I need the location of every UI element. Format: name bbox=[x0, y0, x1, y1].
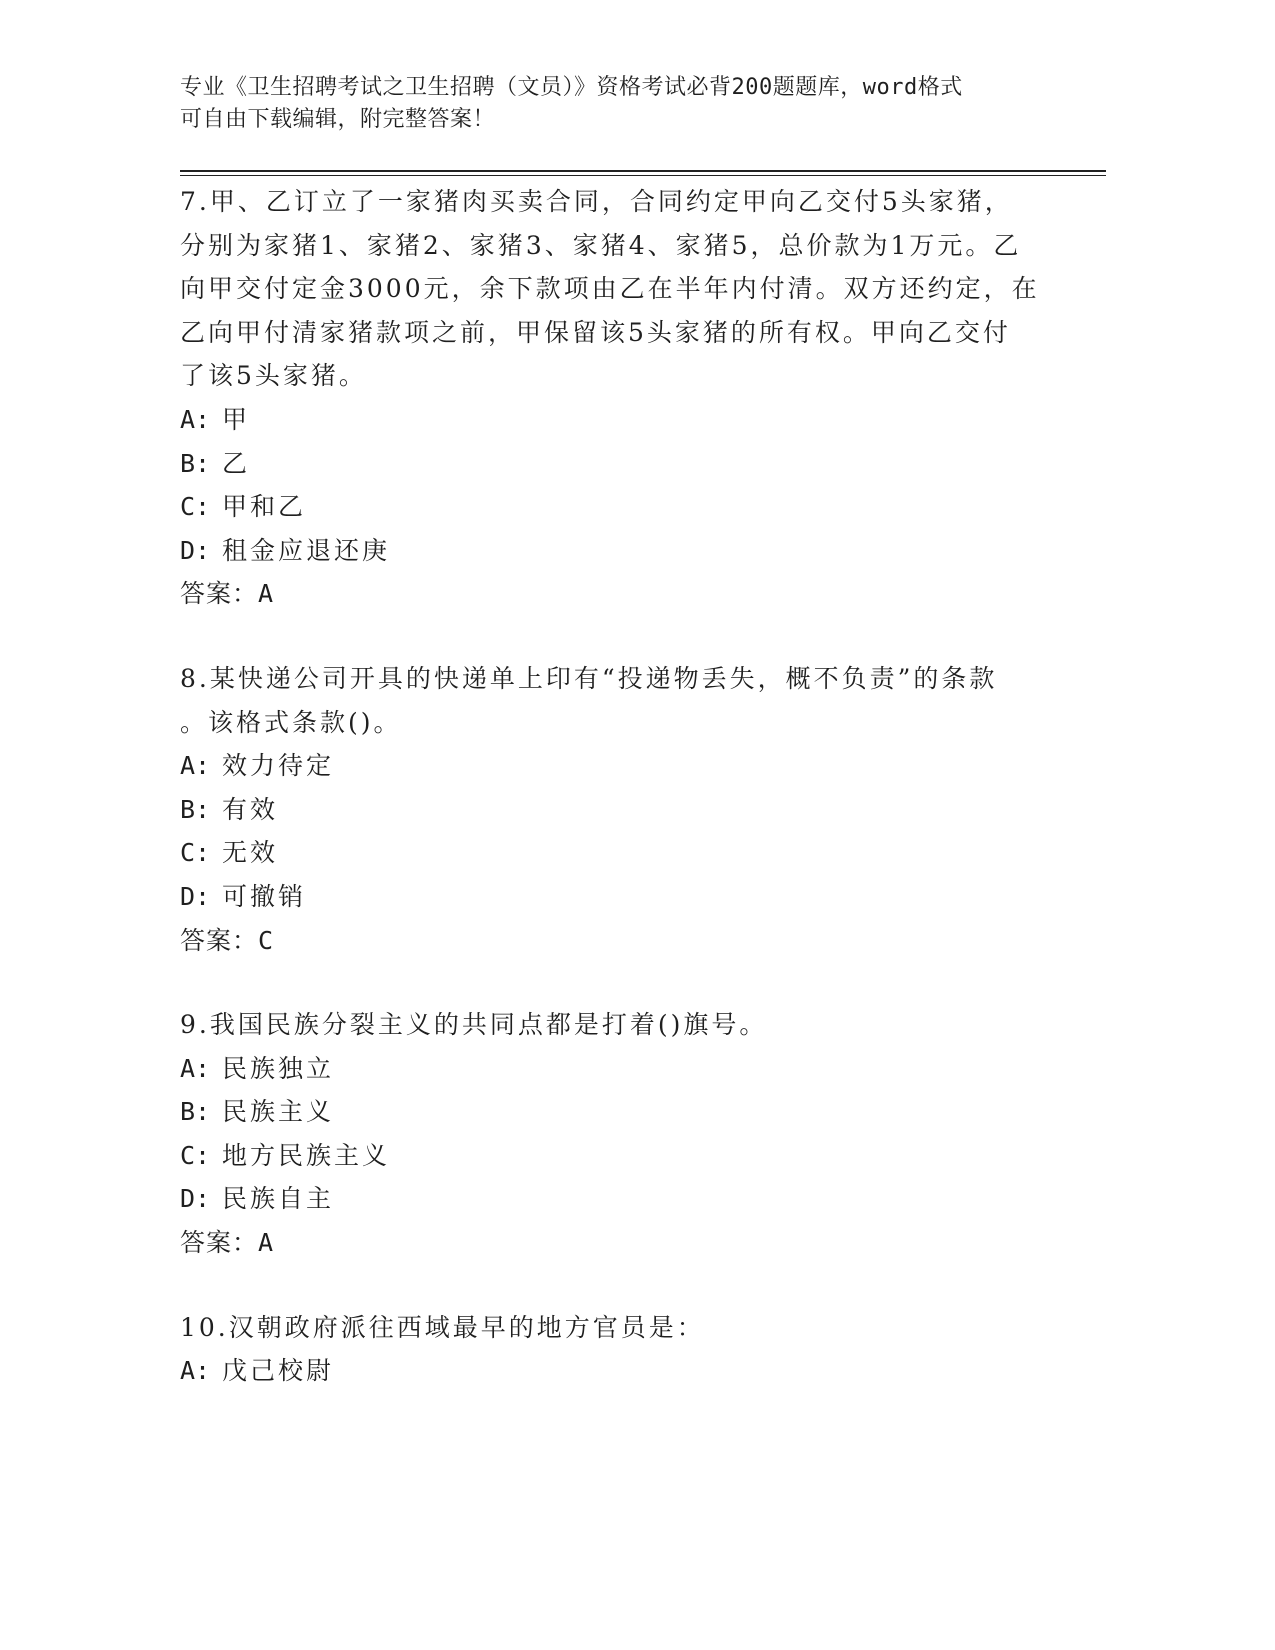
option-text: 租金应退还庚 bbox=[222, 535, 391, 565]
option-text: 甲 bbox=[222, 404, 251, 434]
option-d bbox=[180, 529, 1040, 573]
option-c bbox=[180, 1134, 1040, 1178]
option-letter: D: bbox=[180, 881, 211, 911]
question-item bbox=[180, 1306, 1040, 1393]
header-divider-thick bbox=[180, 170, 1106, 172]
option-text: 民族自主 bbox=[222, 1184, 335, 1214]
option-text: 戊己校尉 bbox=[222, 1356, 335, 1386]
question-stem bbox=[180, 1306, 1040, 1350]
stem-line: 9.我国民族分裂主义的共同点都是打着()旗号。 bbox=[180, 1010, 768, 1040]
question-item bbox=[180, 657, 1040, 962]
option-d bbox=[180, 1177, 1040, 1221]
option-c bbox=[180, 831, 1040, 875]
option-letter: A: bbox=[180, 1053, 211, 1083]
answer-value: A bbox=[258, 579, 275, 609]
option-text: 民族独立 bbox=[222, 1053, 335, 1083]
option-letter: A: bbox=[180, 404, 211, 434]
option-letter: B: bbox=[180, 448, 211, 478]
question-stem bbox=[180, 180, 1040, 398]
stem-line: 8.某快递公司开具的快递单上印有“投递物丢失，概不负责”的条款 bbox=[180, 663, 998, 693]
question-stem bbox=[180, 1003, 1040, 1047]
option-letter: A: bbox=[180, 751, 211, 781]
answer-label: 答案： bbox=[180, 579, 259, 609]
option-b bbox=[180, 1090, 1040, 1134]
stem-line: 了该5头家猪。 bbox=[180, 361, 367, 391]
option-letter: D: bbox=[180, 1184, 211, 1214]
option-text: 无效 bbox=[222, 838, 279, 868]
option-letter: C: bbox=[180, 838, 211, 868]
option-a bbox=[180, 744, 1040, 788]
option-letter: C: bbox=[180, 1140, 211, 1170]
option-a bbox=[180, 1349, 1040, 1393]
answer-line bbox=[180, 919, 1040, 963]
option-a bbox=[180, 398, 1040, 442]
option-c bbox=[180, 485, 1040, 529]
option-letter: C: bbox=[180, 492, 211, 522]
question-item bbox=[180, 180, 1040, 616]
option-text: 有效 bbox=[222, 794, 279, 824]
option-text: 效力待定 bbox=[222, 751, 335, 781]
option-b bbox=[180, 442, 1040, 486]
header-divider-thin bbox=[180, 175, 1106, 176]
answer-line bbox=[180, 572, 1040, 616]
option-text: 可撤销 bbox=[222, 881, 307, 911]
option-text: 民族主义 bbox=[222, 1097, 335, 1127]
stem-line: 10.汉朝政府派往西域最早的地方官员是： bbox=[180, 1312, 705, 1342]
question-item bbox=[180, 1003, 1040, 1265]
stem-line: 乙向甲付清家猪款项之前，甲保留该5头家猪的所有权。甲向乙交付 bbox=[180, 317, 1011, 347]
option-text: 地方民族主义 bbox=[222, 1140, 391, 1170]
answer-label: 答案： bbox=[180, 925, 259, 955]
option-letter: B: bbox=[180, 794, 211, 824]
option-letter: D: bbox=[180, 535, 211, 565]
answer-value: C bbox=[258, 925, 275, 955]
answer-label: 答案： bbox=[180, 1228, 259, 1258]
question-stem bbox=[180, 657, 1040, 744]
option-text: 乙 bbox=[222, 448, 251, 478]
stem-line: 7.甲、乙订立了一家猪肉买卖合同，合同约定甲向乙交付5头家猪， bbox=[180, 187, 1013, 216]
stem-line: 。该格式条款()。 bbox=[180, 707, 402, 737]
option-a bbox=[180, 1047, 1040, 1091]
header-line-2: 可自由下载编辑，附完整答案！ bbox=[180, 107, 496, 132]
stem-line: 向甲交付定金3000元，余下款项由乙在半年内付清。双方还约定，在 bbox=[180, 274, 1040, 304]
option-b bbox=[180, 788, 1040, 832]
option-text: 甲和乙 bbox=[222, 492, 307, 522]
stem-line: 分别为家猪1、家猪2、家猪3、家猪4、家猪5，总价款为1万元。乙 bbox=[180, 230, 1022, 260]
option-letter: B: bbox=[180, 1097, 211, 1127]
option-letter: A: bbox=[180, 1356, 211, 1386]
header-line-1: 专业《卫生招聘考试之卫生招聘（文员）》资格考试必背200题题库，word格式 bbox=[180, 75, 963, 100]
answer-value: A bbox=[258, 1228, 275, 1258]
option-d bbox=[180, 875, 1040, 919]
answer-line bbox=[180, 1221, 1040, 1265]
question-list bbox=[180, 180, 1040, 1434]
document-header bbox=[180, 72, 1060, 136]
